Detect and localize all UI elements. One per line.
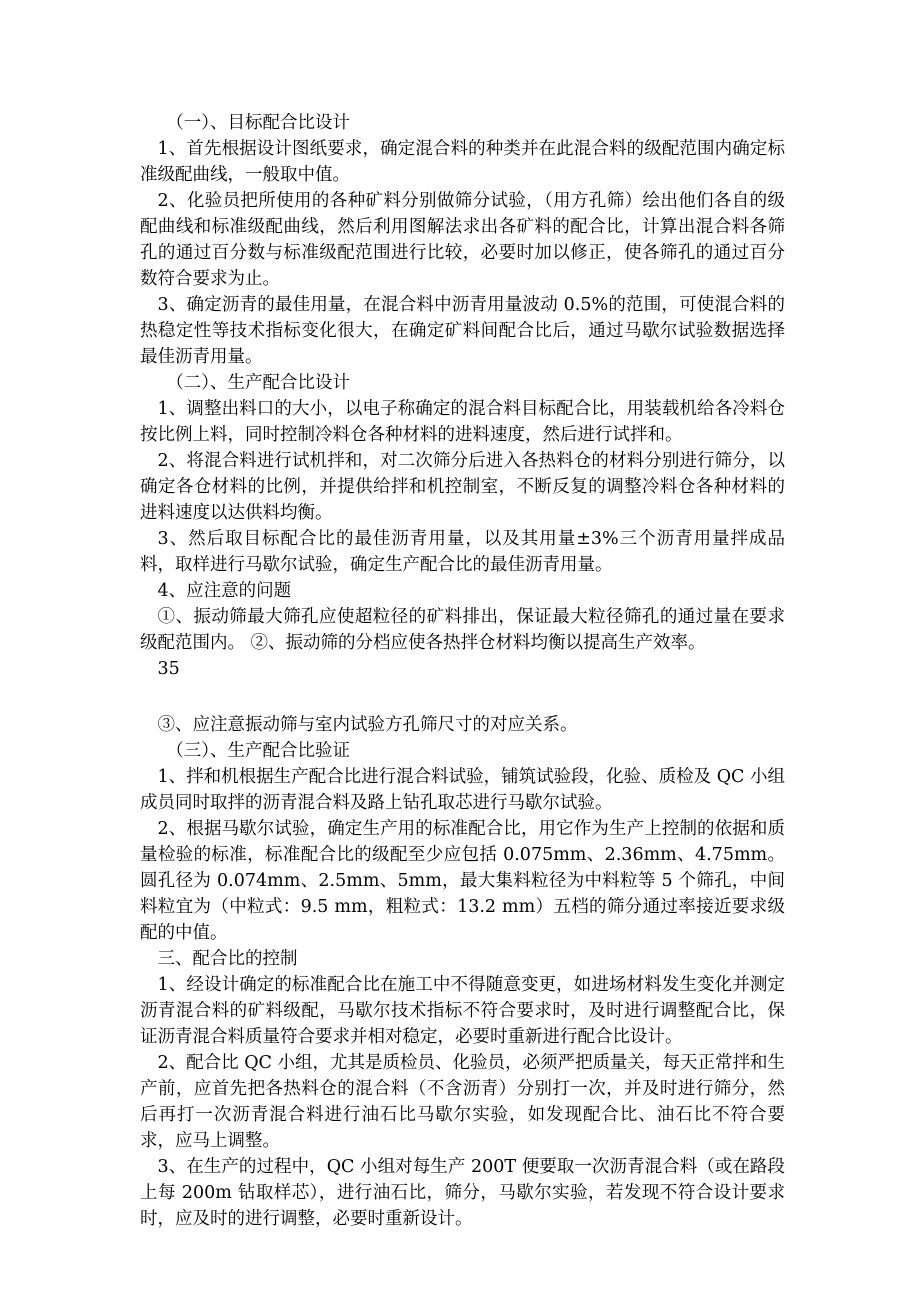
paragraph-production-1: 1、调整出料口的大小，以电子称确定的混合料目标配合比，用装载机给各冷料仓按比例上料，同时控制冷料仓各种材料的进料速度，然后进行试拌和。 (140, 399, 785, 445)
paragraph-verification-1: 1、拌和机根据生产配合比进行混合料试验，铺筑试验段，化验、质检及 QC 小组成员同时取拌的沥青混合料及路上钻孔取芯进行马歇尔试验。 (140, 767, 785, 813)
document-body (140, 110, 785, 1232)
section-heading-mix-control: 三、配合比的控制 (157, 949, 298, 969)
paragraph-verification-2: 2、根据马歇尔试验，确定生产用的标准配合比，用它作为生产上控制的依据和质量检验的标准，标准配合比的级配至少应包括 0.075mm、2.36mm、4.75mm。圆孔径为 0.074mm、2.5mm、5mm，最大集料粒径为中料粒等 5 个筛孔，中间料粒宜为（中粒式：9.5 mm，粗粒式：13.2 mm）五档的筛分通过率接近要求级配的中值。 (140, 819, 785, 943)
section-heading-production-mix: （二）、生产配合比设计 (166, 373, 350, 393)
paragraph-production-3: 3、然后取目标配合比的最佳沥青用量，以及其用量±3%三个沥青用量拌成品料，取样进行马歇尔试验，确定生产配合比的最佳沥青用量。 (140, 529, 785, 575)
paragraph-notes-3: ③、应注意振动筛与室内试验方孔筛尺寸的对应关系。 (157, 715, 578, 735)
paragraph-control-2: 2、配合比 QC 小组，尤其是质检员、化验员，必须严把质量关，每天正常拌和生产前，应首先把各热料仓的混合料（不含沥青）分别打一次，并及时进行筛分，然后再打一次沥青混合料进行油石比马歇尔实验，如发现配合比、油石比不符合要求，应马上调整。 (140, 1053, 785, 1151)
paragraph-notes-1-2: ①、振动筛最大筛孔应使超粒径的矿料排出，保证最大粒径筛孔的通过量在要求级配范围内。 ②、振动筛的分档应使各热拌仓材料均衡以提高生产效率。 (140, 607, 785, 653)
section-heading-verification: （三）、生产配合比验证 (166, 741, 350, 761)
paragraph-target-3: 3、确定沥青的最佳用量，在混合料中沥青用量波动 0.5%的范围，可使混合料的热稳定性等技术指标变化很大，在确定矿料间配合比后，通过马歇尔试验数据选择最佳沥青用量。 (140, 295, 785, 367)
paragraph-target-1: 1、首先根据设计图纸要求，确定混合料的种类并在此混合料的级配范围内确定标准级配曲线，一般取中值。 (140, 139, 785, 185)
paragraph-control-3: 3、在生产的过程中，QC 小组对每生产 200T 便要取一次沥青混合料（或在路段上每 200m 钻取样芯），进行油石比，筛分，马歇尔实验，若发现不符合设计要求时，应及时的进行调整，必要时重新设计。 (140, 1157, 785, 1229)
paragraph-control-1: 1、经设计确定的标准配合比在施工中不得随意变更，如进场材料发生变化并测定沥青混合料的矿料级配，马歇尔技术指标不符合要求时，及时进行调整配合比，保证沥青混合料质量符合要求并相对稳定，必要时重新进行配合比设计。 (140, 975, 785, 1047)
paragraph-target-2: 2、化验员把所使用的各种矿料分别做筛分试验，（用方孔筛）绘出他们各自的级配曲线和标准级配曲线，然后利用图解法求出各矿料的配合比，计算出混合料各筛孔的通过百分数与标准级配范围进行比较，必要时加以修正，使各筛孔的通过百分数符合要求为止。 (140, 191, 785, 289)
paragraph-production-4: 4、应注意的问题 (157, 581, 292, 601)
paragraph-production-2: 2、将混合料进行试机拌和，对二次筛分后进入各热料仓的材料分别进行筛分，以确定各仓材料的比例，并提供给拌和机控制室，不断反复的调整冷料仓各种材料的进料速度以达供料均衡。 (140, 451, 785, 523)
page-number: 35 (157, 659, 180, 679)
section-heading-target-mix: （一）、目标配合比设计 (166, 113, 350, 133)
